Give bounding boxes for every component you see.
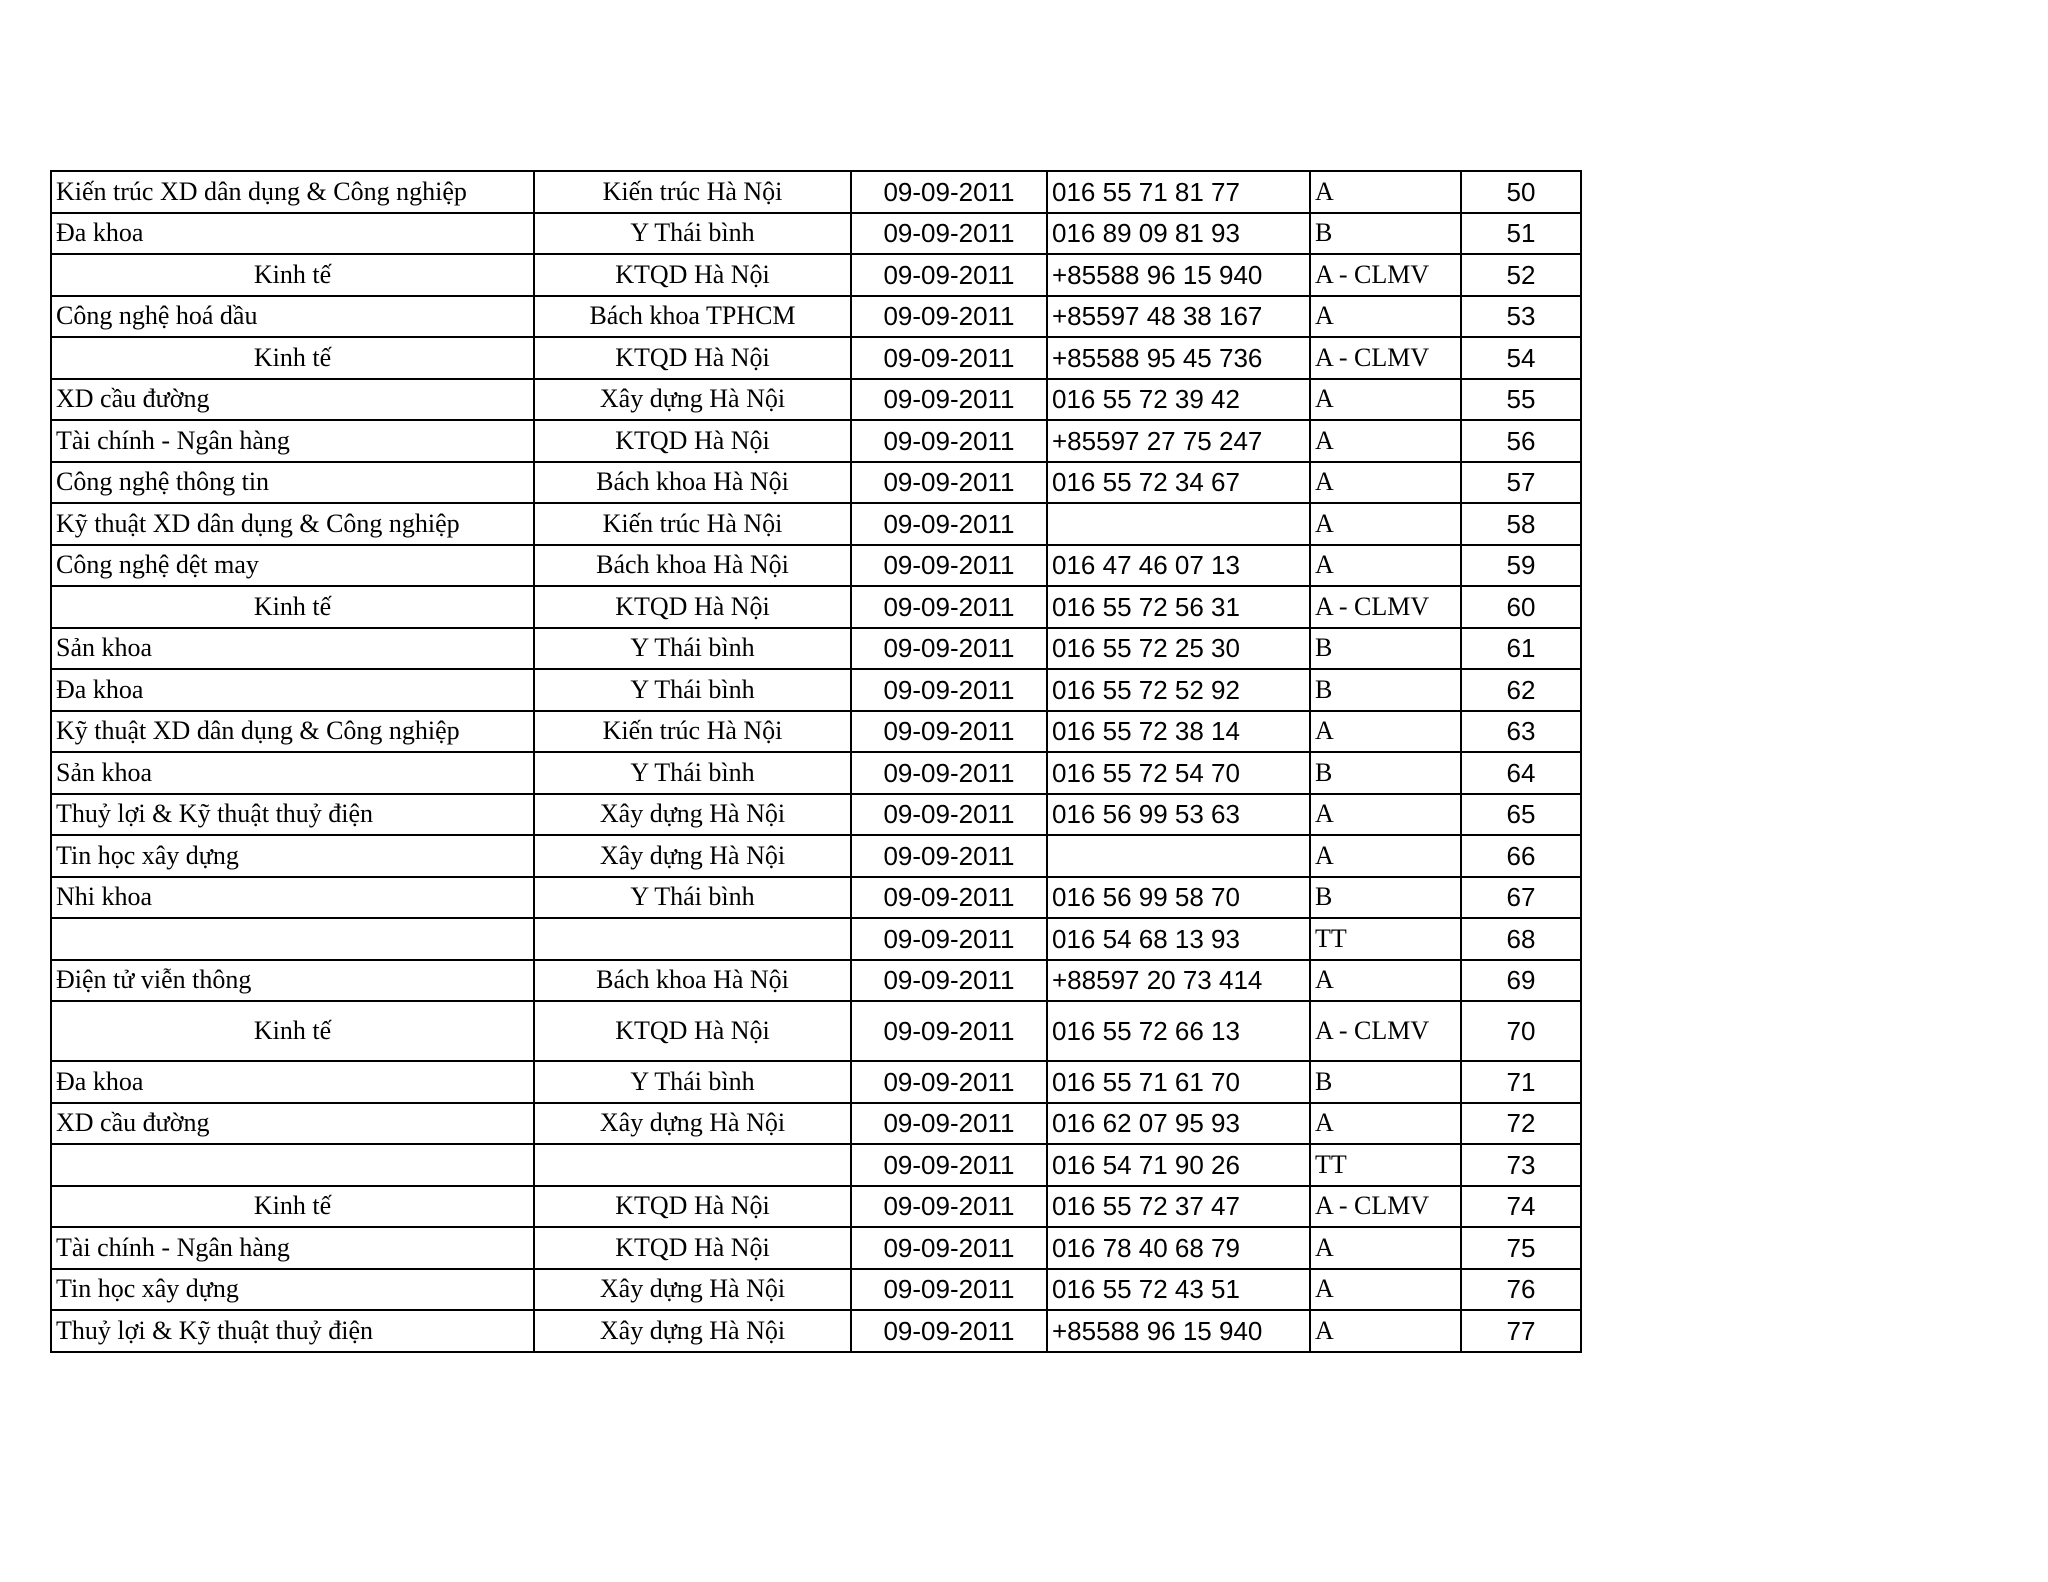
phone-cell: +85588 95 45 736	[1047, 337, 1310, 379]
school-cell: Bách khoa TPHCM	[534, 296, 851, 338]
number-cell: 77	[1461, 1310, 1581, 1352]
block-cell: A - CLMV	[1310, 254, 1461, 296]
block-cell: B	[1310, 877, 1461, 919]
school-cell: Xây dựng Hà Nội	[534, 1310, 851, 1352]
school-cell: Kiến trúc Hà Nội	[534, 171, 851, 213]
school-cell: Kiến trúc Hà Nội	[534, 503, 851, 545]
block-cell: B	[1310, 628, 1461, 670]
school-cell: Y Thái bình	[534, 877, 851, 919]
table-row	[51, 628, 1581, 670]
number-cell: 57	[1461, 462, 1581, 504]
major-cell	[51, 918, 534, 960]
major-cell: Kỹ thuật XD dân dụng & Công nghiệp	[51, 503, 534, 545]
date-cell: 09-09-2011	[851, 420, 1047, 462]
number-cell: 54	[1461, 337, 1581, 379]
block-cell: B	[1310, 752, 1461, 794]
phone-cell: 016 54 71 90 26	[1047, 1144, 1310, 1186]
date-cell: 09-09-2011	[851, 1310, 1047, 1352]
school-cell: Kiến trúc Hà Nội	[534, 711, 851, 753]
date-cell: 09-09-2011	[851, 1186, 1047, 1228]
table-row	[51, 752, 1581, 794]
table-row	[51, 171, 1581, 213]
major-cell: Tài chính - Ngân hàng	[51, 420, 534, 462]
major-cell: Kinh tế	[51, 586, 534, 628]
table-row	[51, 960, 1581, 1002]
table-row	[51, 1186, 1581, 1228]
date-cell: 09-09-2011	[851, 503, 1047, 545]
table-row	[51, 877, 1581, 919]
table-row	[51, 1310, 1581, 1352]
phone-cell: 016 55 71 81 77	[1047, 171, 1310, 213]
date-cell: 09-09-2011	[851, 462, 1047, 504]
number-cell: 61	[1461, 628, 1581, 670]
table-row	[51, 918, 1581, 960]
table-row	[51, 1103, 1581, 1145]
date-cell: 09-09-2011	[851, 379, 1047, 421]
date-cell: 09-09-2011	[851, 711, 1047, 753]
table-row	[51, 1227, 1581, 1269]
block-cell: A	[1310, 1227, 1461, 1269]
major-cell: Kinh tế	[51, 1186, 534, 1228]
table-row	[51, 462, 1581, 504]
major-cell: XD cầu đường	[51, 1103, 534, 1145]
major-cell	[51, 1144, 534, 1186]
date-cell: 09-09-2011	[851, 296, 1047, 338]
block-cell: A - CLMV	[1310, 1186, 1461, 1228]
major-cell: Thuỷ lợi & Kỹ thuật thuỷ điện	[51, 794, 534, 836]
block-cell: A	[1310, 960, 1461, 1002]
table-row	[51, 337, 1581, 379]
school-cell: Xây dựng Hà Nội	[534, 835, 851, 877]
major-cell: Công nghệ thông tin	[51, 462, 534, 504]
number-cell: 59	[1461, 545, 1581, 587]
number-cell: 69	[1461, 960, 1581, 1002]
date-cell: 09-09-2011	[851, 1269, 1047, 1311]
student-table	[50, 170, 1582, 1353]
block-cell: TT	[1310, 918, 1461, 960]
phone-cell: 016 55 72 54 70	[1047, 752, 1310, 794]
date-cell: 09-09-2011	[851, 1103, 1047, 1145]
number-cell: 67	[1461, 877, 1581, 919]
student-table-body	[51, 171, 1581, 1352]
block-cell: A	[1310, 171, 1461, 213]
date-cell: 09-09-2011	[851, 918, 1047, 960]
major-cell: Kinh tế	[51, 1001, 534, 1061]
school-cell: Y Thái bình	[534, 213, 851, 255]
table-row	[51, 379, 1581, 421]
table-row	[51, 420, 1581, 462]
number-cell: 60	[1461, 586, 1581, 628]
block-cell: A - CLMV	[1310, 586, 1461, 628]
phone-cell: 016 55 72 34 67	[1047, 462, 1310, 504]
table-row	[51, 503, 1581, 545]
phone-cell: +85588 96 15 940	[1047, 254, 1310, 296]
phone-cell: 016 55 72 38 14	[1047, 711, 1310, 753]
school-cell: Xây dựng Hà Nội	[534, 379, 851, 421]
block-cell: A	[1310, 420, 1461, 462]
phone-cell: +88597 20 73 414	[1047, 960, 1310, 1002]
major-cell: Điện tử viễn thông	[51, 960, 534, 1002]
number-cell: 68	[1461, 918, 1581, 960]
date-cell: 09-09-2011	[851, 586, 1047, 628]
phone-cell: 016 78 40 68 79	[1047, 1227, 1310, 1269]
school-cell: Bách khoa Hà Nội	[534, 545, 851, 587]
phone-cell: 016 62 07 95 93	[1047, 1103, 1310, 1145]
phone-cell: 016 55 71 61 70	[1047, 1061, 1310, 1103]
block-cell: A	[1310, 1310, 1461, 1352]
number-cell: 75	[1461, 1227, 1581, 1269]
date-cell: 09-09-2011	[851, 752, 1047, 794]
number-cell: 58	[1461, 503, 1581, 545]
major-cell: Kinh tế	[51, 337, 534, 379]
major-cell: Tài chính - Ngân hàng	[51, 1227, 534, 1269]
major-cell: Sản khoa	[51, 628, 534, 670]
number-cell: 63	[1461, 711, 1581, 753]
table-row	[51, 794, 1581, 836]
major-cell: Công nghệ dệt may	[51, 545, 534, 587]
number-cell: 53	[1461, 296, 1581, 338]
major-cell: Sản khoa	[51, 752, 534, 794]
date-cell: 09-09-2011	[851, 213, 1047, 255]
number-cell: 62	[1461, 669, 1581, 711]
phone-cell: 016 55 72 66 13	[1047, 1001, 1310, 1061]
school-cell: KTQD Hà Nội	[534, 420, 851, 462]
date-cell: 09-09-2011	[851, 1061, 1047, 1103]
date-cell: 09-09-2011	[851, 254, 1047, 296]
number-cell: 74	[1461, 1186, 1581, 1228]
phone-cell: 016 89 09 81 93	[1047, 213, 1310, 255]
date-cell: 09-09-2011	[851, 669, 1047, 711]
school-cell: Xây dựng Hà Nội	[534, 1103, 851, 1145]
phone-cell	[1047, 503, 1310, 545]
number-cell: 52	[1461, 254, 1581, 296]
block-cell: A	[1310, 794, 1461, 836]
major-cell: Kỹ thuật XD dân dụng & Công nghiệp	[51, 711, 534, 753]
block-cell: A	[1310, 503, 1461, 545]
date-cell: 09-09-2011	[851, 1001, 1047, 1061]
major-cell: Kinh tế	[51, 254, 534, 296]
table-row	[51, 835, 1581, 877]
school-cell: Y Thái bình	[534, 752, 851, 794]
major-cell: Kiến trúc XD dân dụng & Công nghiệp	[51, 171, 534, 213]
major-cell: Đa khoa	[51, 669, 534, 711]
date-cell: 09-09-2011	[851, 794, 1047, 836]
school-cell	[534, 918, 851, 960]
block-cell: A	[1310, 711, 1461, 753]
phone-cell: 016 55 72 43 51	[1047, 1269, 1310, 1311]
phone-cell: +85588 96 15 940	[1047, 1310, 1310, 1352]
block-cell: A	[1310, 296, 1461, 338]
major-cell: Tin học xây dựng	[51, 835, 534, 877]
date-cell: 09-09-2011	[851, 960, 1047, 1002]
block-cell: A	[1310, 1103, 1461, 1145]
phone-cell: 016 54 68 13 93	[1047, 918, 1310, 960]
phone-cell: +85597 48 38 167	[1047, 296, 1310, 338]
major-cell: Nhi khoa	[51, 877, 534, 919]
phone-cell: +85597 27 75 247	[1047, 420, 1310, 462]
school-cell: KTQD Hà Nội	[534, 586, 851, 628]
date-cell: 09-09-2011	[851, 171, 1047, 213]
school-cell: Y Thái bình	[534, 1061, 851, 1103]
number-cell: 51	[1461, 213, 1581, 255]
table-row	[51, 1001, 1581, 1061]
school-cell: KTQD Hà Nội	[534, 254, 851, 296]
date-cell: 09-09-2011	[851, 545, 1047, 587]
number-cell: 73	[1461, 1144, 1581, 1186]
number-cell: 70	[1461, 1001, 1581, 1061]
number-cell: 71	[1461, 1061, 1581, 1103]
table-row	[51, 1269, 1581, 1311]
date-cell: 09-09-2011	[851, 877, 1047, 919]
phone-cell: 016 56 99 53 63	[1047, 794, 1310, 836]
block-cell: A - CLMV	[1310, 1001, 1461, 1061]
number-cell: 50	[1461, 171, 1581, 213]
table-row	[51, 711, 1581, 753]
table-row	[51, 669, 1581, 711]
phone-cell: 016 47 46 07 13	[1047, 545, 1310, 587]
number-cell: 66	[1461, 835, 1581, 877]
table-row	[51, 545, 1581, 587]
school-cell: KTQD Hà Nội	[534, 337, 851, 379]
block-cell: TT	[1310, 1144, 1461, 1186]
number-cell: 64	[1461, 752, 1581, 794]
school-cell	[534, 1144, 851, 1186]
table-row	[51, 296, 1581, 338]
block-cell: A	[1310, 545, 1461, 587]
major-cell: Tin học xây dựng	[51, 1269, 534, 1311]
phone-cell: 016 55 72 37 47	[1047, 1186, 1310, 1228]
number-cell: 65	[1461, 794, 1581, 836]
block-cell: A	[1310, 835, 1461, 877]
phone-cell: 016 55 72 52 92	[1047, 669, 1310, 711]
block-cell: A	[1310, 1269, 1461, 1311]
block-cell: A	[1310, 462, 1461, 504]
number-cell: 55	[1461, 379, 1581, 421]
table-row	[51, 213, 1581, 255]
school-cell: KTQD Hà Nội	[534, 1186, 851, 1228]
school-cell: Xây dựng Hà Nội	[534, 794, 851, 836]
major-cell: Đa khoa	[51, 1061, 534, 1103]
school-cell: KTQD Hà Nội	[534, 1227, 851, 1269]
school-cell: Xây dựng Hà Nội	[534, 1269, 851, 1311]
phone-cell: 016 56 99 58 70	[1047, 877, 1310, 919]
major-cell: Thuỷ lợi & Kỹ thuật thuỷ điện	[51, 1310, 534, 1352]
table-row	[51, 1144, 1581, 1186]
phone-cell: 016 55 72 39 42	[1047, 379, 1310, 421]
school-cell: Y Thái bình	[534, 628, 851, 670]
block-cell: B	[1310, 213, 1461, 255]
date-cell: 09-09-2011	[851, 835, 1047, 877]
date-cell: 09-09-2011	[851, 1144, 1047, 1186]
school-cell: Bách khoa Hà Nội	[534, 960, 851, 1002]
major-cell: Đa khoa	[51, 213, 534, 255]
school-cell: Y Thái bình	[534, 669, 851, 711]
block-cell: B	[1310, 1061, 1461, 1103]
number-cell: 72	[1461, 1103, 1581, 1145]
block-cell: A - CLMV	[1310, 337, 1461, 379]
date-cell: 09-09-2011	[851, 628, 1047, 670]
number-cell: 76	[1461, 1269, 1581, 1311]
major-cell: XD cầu đường	[51, 379, 534, 421]
date-cell: 09-09-2011	[851, 1227, 1047, 1269]
table-row	[51, 586, 1581, 628]
major-cell: Công nghệ hoá dầu	[51, 296, 534, 338]
table-row	[51, 1061, 1581, 1103]
phone-cell: 016 55 72 56 31	[1047, 586, 1310, 628]
school-cell: Bách khoa Hà Nội	[534, 462, 851, 504]
block-cell: A	[1310, 379, 1461, 421]
date-cell: 09-09-2011	[851, 337, 1047, 379]
phone-cell: 016 55 72 25 30	[1047, 628, 1310, 670]
school-cell: KTQD Hà Nội	[534, 1001, 851, 1061]
table-row	[51, 254, 1581, 296]
block-cell: B	[1310, 669, 1461, 711]
phone-cell	[1047, 835, 1310, 877]
number-cell: 56	[1461, 420, 1581, 462]
